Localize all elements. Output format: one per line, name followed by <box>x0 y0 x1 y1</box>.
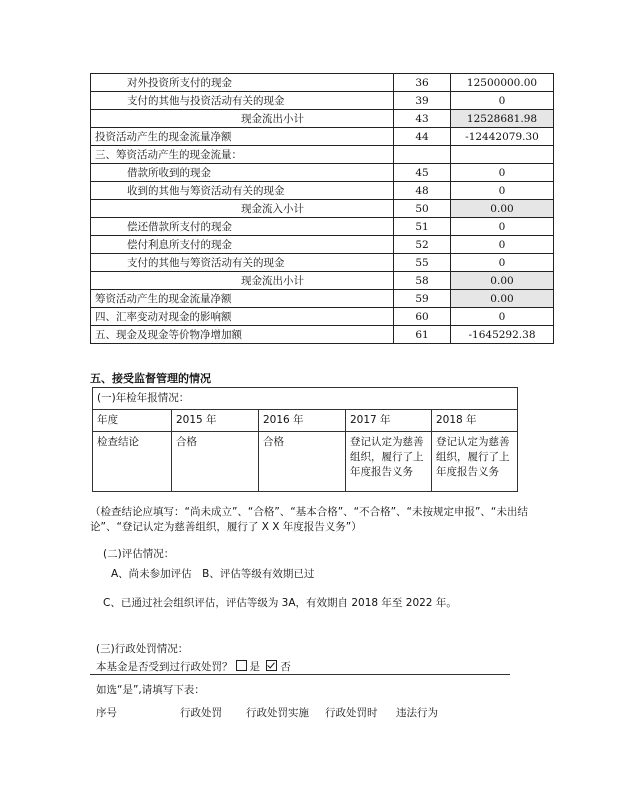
cash-flow-row <box>91 164 554 182</box>
cash-flow-item: 现金流入小计 <box>91 200 394 218</box>
col-penalty-time: 行政处罚时 <box>325 707 378 719</box>
cash-flow-amount: 0 <box>451 236 554 254</box>
evaluation-title: (二)评估情况： <box>103 548 175 560</box>
cash-flow-row <box>91 326 554 344</box>
cash-flow-line-no: 58 <box>394 272 451 290</box>
divider-line <box>90 674 510 675</box>
cash-flow-item: 现金流出小计 <box>91 272 394 290</box>
penalty-question-line <box>96 659 291 674</box>
cash-flow-row <box>91 218 554 236</box>
cash-flow-line-no: 36 <box>394 74 451 92</box>
no-label: 否 <box>280 661 291 673</box>
inspection-caption: (一)年检年报情况： <box>93 388 518 410</box>
cash-flow-item: 偿还借款所支付的现金 <box>91 218 394 236</box>
col-penalty-enforcer: 行政处罚实施 <box>246 707 309 719</box>
cash-flow-amount: 0.00 <box>451 200 554 218</box>
cash-flow-line-no: 61 <box>394 326 451 344</box>
cash-flow-item: 五、现金及现金等价物净增加额 <box>91 326 394 344</box>
cash-flow-row <box>91 128 554 146</box>
cash-flow-item: 筹资活动产生的现金流量净额 <box>91 290 394 308</box>
cash-flow-line-no: 55 <box>394 254 451 272</box>
cash-flow-amount: 0 <box>451 164 554 182</box>
conclusion-2016: 合格 <box>259 432 346 492</box>
conclusion-2018: 登记认定为慈善组织，履行了上年度报告义务 <box>432 432 518 492</box>
cash-flow-amount: 0.00 <box>451 290 554 308</box>
cash-flow-line-no: 43 <box>394 110 451 128</box>
cash-flow-amount: 0 <box>451 254 554 272</box>
no-checkbox[interactable] <box>266 660 277 671</box>
header-2015: 2015 年 <box>172 410 259 432</box>
cash-flow-amount: 0.00 <box>451 272 554 290</box>
cash-flow-line-no: 60 <box>394 308 451 326</box>
cash-flow-row <box>91 236 554 254</box>
header-year: 年度 <box>93 410 172 432</box>
cash-flow-line-no: 48 <box>394 182 451 200</box>
cash-flow-row <box>91 200 554 218</box>
cash-flow-row <box>91 290 554 308</box>
penalty-instruction: 如选“是”,请填写下表： <box>96 684 205 696</box>
cash-flow-table <box>90 73 554 344</box>
cash-flow-line-no: 50 <box>394 200 451 218</box>
cash-flow-amount: 0 <box>451 182 554 200</box>
section-title: 五、接受监督管理的情况 <box>90 372 211 385</box>
cash-flow-row <box>91 308 554 326</box>
cash-flow-row <box>91 272 554 290</box>
header-2017: 2017 年 <box>346 410 432 432</box>
header-2018: 2018 年 <box>432 410 518 432</box>
cash-flow-item: 三、筹资活动产生的现金流量： <box>91 146 394 164</box>
cash-flow-row <box>91 92 554 110</box>
cash-flow-amount: 0 <box>451 218 554 236</box>
cash-flow-item: 支付的其他与投资活动有关的现金 <box>91 92 394 110</box>
conclusion-2015: 合格 <box>172 432 259 492</box>
cash-flow-item: 四、汇率变动对现金的影响额 <box>91 308 394 326</box>
cash-flow-row <box>91 254 554 272</box>
cash-flow-line-no: 45 <box>394 164 451 182</box>
yes-label: 是 <box>249 661 260 673</box>
cash-flow-item: 支付的其他与筹资活动有关的现金 <box>91 254 394 272</box>
inspection-note: （检查结论应填写：“尚未成立”、“合格”、“基本合格”、“不合格”、“未按规定申报”、“未出结论”、“登记认定为慈善组织，履行了 X X 年度报告义务”） <box>90 506 528 533</box>
penalty-question: 本基金是否受到过行政处罚？ <box>96 661 233 673</box>
cash-flow-item: 收到的其他与筹资活动有关的现金 <box>91 182 394 200</box>
cash-flow-amount: -1645292.38 <box>451 326 554 344</box>
cash-flow-row <box>91 182 554 200</box>
cash-flow-row <box>91 74 554 92</box>
col-violation: 违法行为 <box>396 707 438 719</box>
cash-flow-amount: 0 <box>451 308 554 326</box>
cash-flow-amount: 12528681.98 <box>451 110 554 128</box>
cash-flow-item: 偿付利息所支付的现金 <box>91 236 394 254</box>
conclusion-2017: 登记认定为慈善组织，履行了上年度报告义务 <box>346 432 432 492</box>
col-serial: 序号 <box>96 707 117 719</box>
cash-flow-line-no <box>394 146 451 164</box>
cash-flow-amount: 0 <box>451 92 554 110</box>
evaluation-option-c: C、已通过社会组织评估，评估等级为 3A，有效期自 2018 年至 2022 年。 <box>103 597 457 609</box>
penalty-title: (三)行政处罚情况： <box>96 643 189 655</box>
cash-flow-line-no: 59 <box>394 290 451 308</box>
cash-flow-item: 借款所收到的现金 <box>91 164 394 182</box>
cash-flow-line-no: 52 <box>394 236 451 254</box>
cash-flow-amount: 12500000.00 <box>451 74 554 92</box>
cash-flow-item: 现金流出小计 <box>91 110 394 128</box>
cash-flow-line-no: 39 <box>394 92 451 110</box>
cash-flow-item: 投资活动产生的现金流量净额 <box>91 128 394 146</box>
cash-flow-line-no: 44 <box>394 128 451 146</box>
header-2016: 2016 年 <box>259 410 346 432</box>
yes-checkbox[interactable] <box>236 660 247 671</box>
cash-flow-line-no: 51 <box>394 218 451 236</box>
cash-flow-amount: -12442079.30 <box>451 128 554 146</box>
cash-flow-row <box>91 146 554 164</box>
conclusion-label: 检查结论 <box>93 432 172 492</box>
cash-flow-row <box>91 110 554 128</box>
cash-flow-amount <box>451 146 554 164</box>
col-penalty: 行政处罚 <box>180 707 222 719</box>
cash-flow-item: 对外投资所支付的现金 <box>91 74 394 92</box>
evaluation-options-ab: A、尚未参加评估 B、评估等级有效期已过 <box>111 568 315 580</box>
inspection-table <box>92 387 518 492</box>
